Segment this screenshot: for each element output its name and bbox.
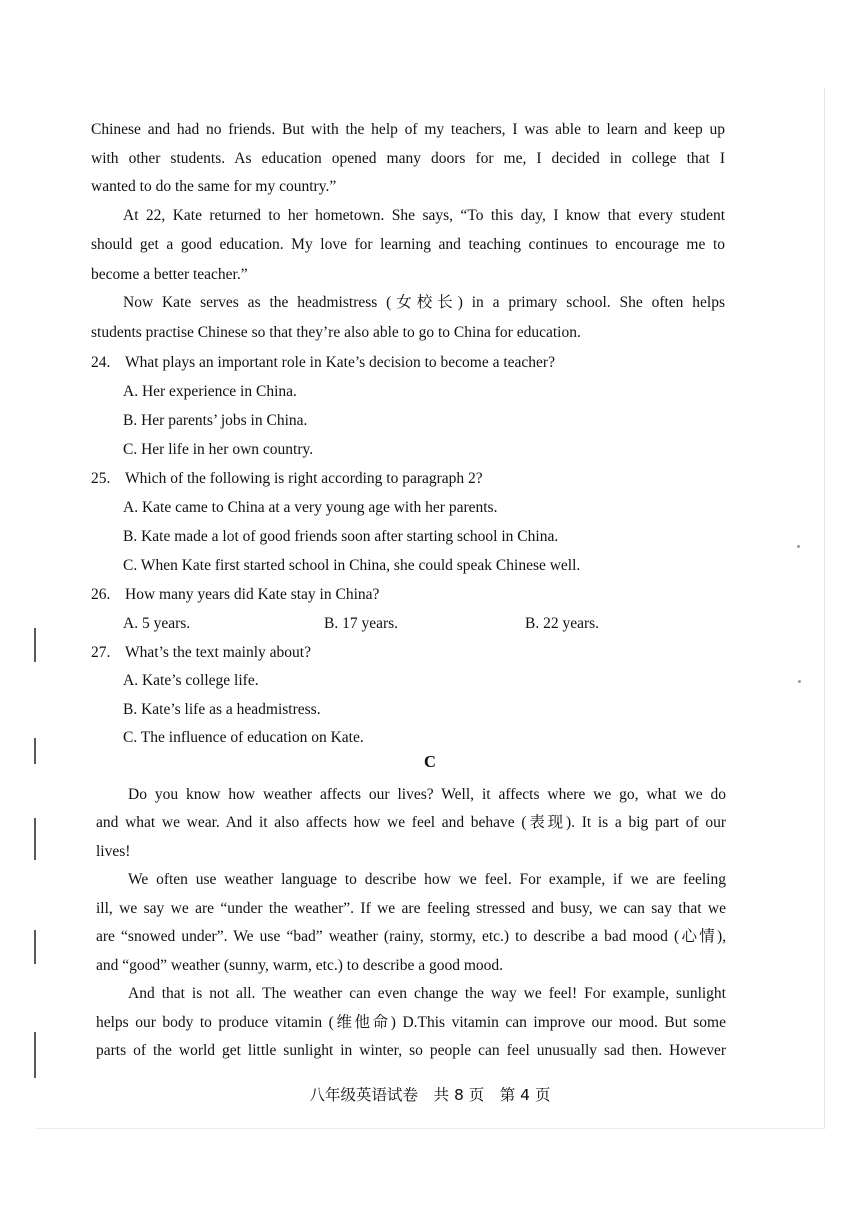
passage-line: ill, we say we are “under the weather”. If we are feeling stressed and busy, we can say that we <box>96 900 726 917</box>
passage-line: should get a good education. My love for learning and teaching continues to encourage me to <box>91 236 725 253</box>
question-27 <box>91 643 311 663</box>
scan-mark <box>34 628 36 662</box>
passage-line: parts of the world get little sunlight in winter, so people can feel unusually sad then. However <box>96 1042 726 1059</box>
question-25 <box>91 469 483 489</box>
scan-mark <box>34 1032 36 1078</box>
option-26c: B. 22 years. <box>525 615 600 632</box>
scan-dot <box>797 545 800 548</box>
question-text: What plays an important role in Kate’s decision to become a teacher? <box>125 354 555 371</box>
question-number: 26. <box>91 586 111 603</box>
question-number: 25. <box>91 470 111 487</box>
passage-line: become a better teacher.” <box>91 266 248 283</box>
passage-line: At 22, Kate returned to her hometown. She says, “To this day, I know that every student <box>123 207 725 224</box>
question-text: Which of the following is right according to paragraph 2? <box>125 470 483 487</box>
page-footer: 八年级英语试卷 共 8 页 第 4 页 <box>309 1086 551 1104</box>
passage-line: wanted to do the same for my country.” <box>91 178 337 195</box>
passage-line: lives! <box>96 843 131 860</box>
option-26a: A. 5 years. <box>123 615 191 632</box>
question-text: What’s the text mainly about? <box>125 644 311 661</box>
question-26 <box>91 585 379 605</box>
section-heading: C <box>424 752 436 771</box>
passage-line: are “snowed under”. We use “bad” weather (rainy, stormy, etc.) to describe a bad mood (心情), <box>96 928 726 945</box>
option-25b: B. Kate made a lot of good friends soon after starting school in China. <box>123 528 559 545</box>
passage-line: We often use weather language to describe how we feel. For example, if we are feeling <box>128 871 726 888</box>
question-number: 27. <box>91 644 111 661</box>
option-24b: B. Her parents’ jobs in China. <box>123 412 308 429</box>
option-24a: A. Her experience in China. <box>123 383 297 400</box>
passage-line: And that is not all. The weather can even change the way we feel! For example, sunlight <box>128 985 726 1002</box>
option-25c: C. When Kate first started school in China, she could speak Chinese well. <box>123 557 581 574</box>
passage-line: Now Kate serves as the headmistress (女校长) in a primary school. She often helps <box>123 294 725 311</box>
option-26b: B. 17 years. <box>324 615 399 632</box>
scan-mark <box>34 818 36 860</box>
option-27c: C. The influence of education on Kate. <box>123 729 364 746</box>
passage-line: Do you know how weather affects our lives? Well, it affects where we go, what we do <box>128 786 726 803</box>
passage-line: students practise Chinese so that they’re also able to go to China for education. <box>91 324 581 341</box>
question-24 <box>91 353 555 373</box>
question-text: How many years did Kate stay in China? <box>125 586 380 603</box>
passage-line: and “good” weather (sunny, warm, etc.) to describe a good mood. <box>96 957 504 974</box>
option-25a: A. Kate came to China at a very young age with her parents. <box>123 499 498 516</box>
passage-line: helps our body to produce vitamin (维他命) D.This vitamin can improve our mood. But some <box>96 1014 726 1031</box>
question-number: 24. <box>91 354 111 371</box>
passage-line: and what we wear. And it also affects how we feel and behave (表现). It is a big part of our <box>96 814 726 831</box>
scan-mark <box>34 930 36 964</box>
option-27b: B. Kate’s life as a headmistress. <box>123 701 321 718</box>
passage-line: with other students. As education opened many doors for me, I decided in college that I <box>91 150 725 167</box>
option-24c: C. Her life in her own country. <box>123 441 314 458</box>
option-27a: A. Kate’s college life. <box>123 672 259 689</box>
passage-line: Chinese and had no friends. But with the help of my teachers, I was able to learn and keep up <box>91 121 725 138</box>
scan-dot <box>798 680 801 683</box>
